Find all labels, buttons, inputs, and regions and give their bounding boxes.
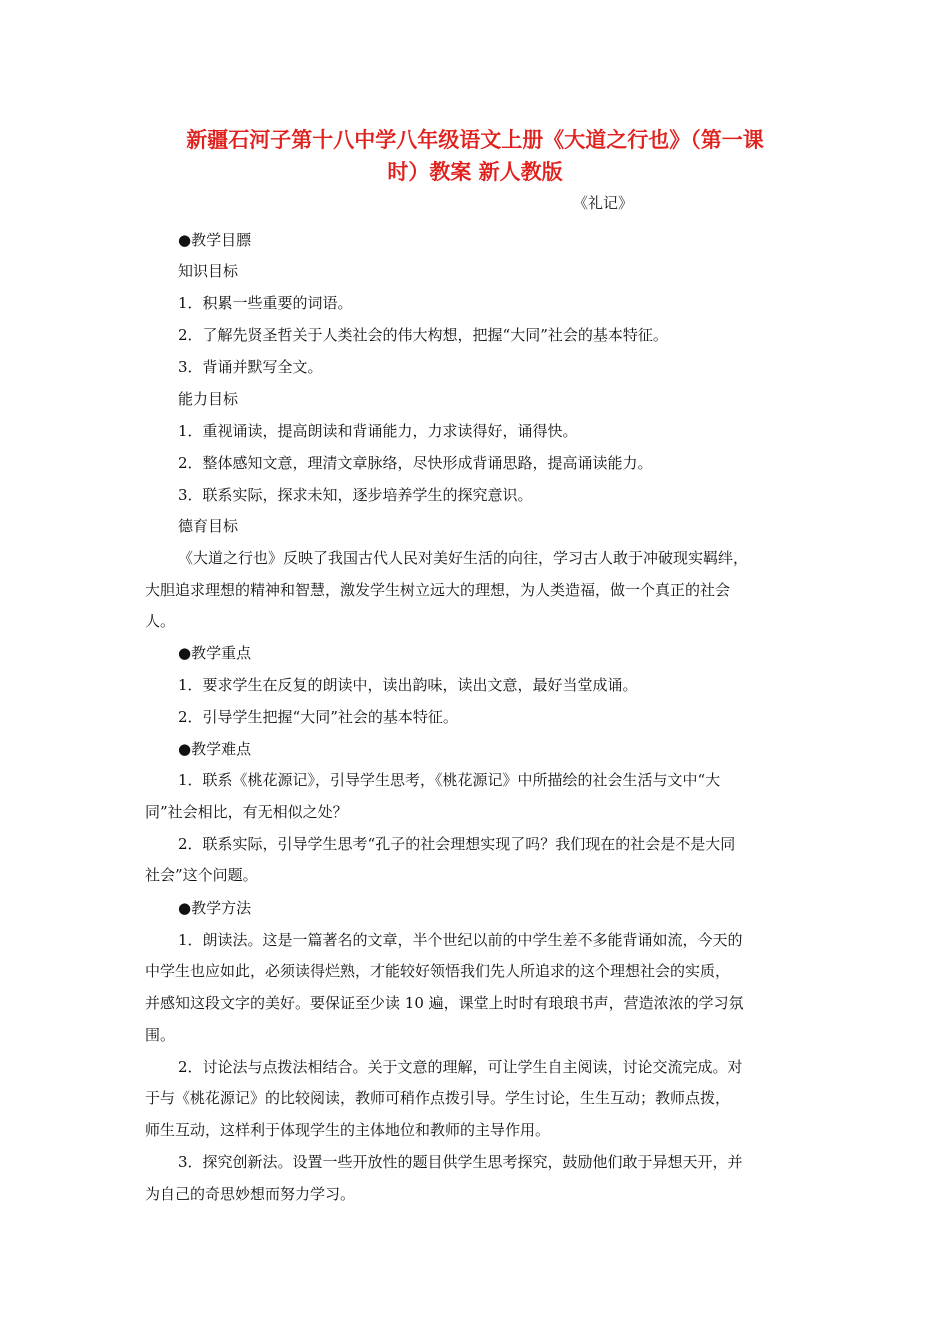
list-item: 2．引导学生把握“大同”社会的基本特征。: [178, 708, 458, 726]
paragraph-line: 围。: [145, 1026, 176, 1044]
list-item: 1．积累一些重要的词语。: [178, 294, 353, 312]
paragraph-line: 《大道之行也》反映了我国古代人民对美好生活的向往，学习古人敢于冲破现实羁绊，: [178, 549, 749, 567]
list-item: 3．背诵并默写全文。: [178, 358, 323, 376]
list-item: 3．联系实际，探求未知，逐步培养学生的探究意识。: [178, 486, 533, 504]
source-attribution: 《礼记》: [573, 194, 634, 212]
document-title-line-1: 新疆石河子第十八中学八年级语文上册《大道之行也》（第一课: [186, 128, 764, 152]
subheading-ability: 能力目标: [178, 390, 239, 408]
list-item: 1．重视诵读，提高朗读和背诵能力，力求读得好，诵得快。: [178, 422, 578, 440]
section-heading-methods: ●教学方法: [178, 899, 252, 917]
paragraph-line: 师生互动，这样利于体现学生的主体地位和教师的主导作用。: [145, 1121, 551, 1139]
paragraph-line: 并感知这段文字的美好。要保证至少读 10 遍，课堂上时时有琅琅书声，营造浓浓的学习氛: [145, 994, 744, 1012]
section-heading-objectives: ●教学目膘: [178, 231, 252, 249]
paragraph-line: 2．讨论法与点拨法相结合。关于文意的理解，可让学生自主阅读，讨论交流完成。对: [178, 1058, 743, 1076]
list-item: 1．要求学生在反复的朗读中，读出韵味，读出文意，最好当堂成诵。: [178, 676, 638, 694]
paragraph-line: 中学生也应如此，必须读得烂熟，才能较好领悟我们先人所追求的这个理想社会的实质，: [145, 962, 731, 980]
subheading-knowledge: 知识目标: [178, 262, 239, 280]
list-item: 2．了解先贤圣哲关于人类社会的伟大构想，把握“大同”社会的基本特征。: [178, 326, 668, 344]
paragraph-line: 2．联系实际，引导学生思考“孔子的社会理想实现了吗？我们现在的社会是不是大同: [178, 835, 736, 853]
paragraph-line: 3．探究创新法。设置一些开放性的题目供学生思考探究，鼓励他们敢于异想天开，并: [178, 1153, 743, 1171]
paragraph-line: 社会”这个问题。: [145, 866, 258, 884]
paragraph-line: 同”社会相比，有无相似之处？: [145, 803, 348, 821]
subheading-moral: 德育目标: [178, 517, 239, 535]
paragraph-line: 1．朗读法。这是一篇著名的文章，半个世纪以前的中学生差不多能背诵如流，今天的: [178, 931, 743, 949]
paragraph-line: 大胆追求理想的精神和智慧，激发学生树立远大的理想，为人类造福，做一个真正的社会: [145, 581, 731, 599]
paragraph-line: 人。: [145, 612, 176, 630]
section-heading-key-points: ●教学重点: [178, 644, 252, 662]
paragraph-line: 为自己的奇思妙想而努力学习。: [145, 1185, 356, 1203]
section-heading-difficulties: ●教学难点: [178, 740, 252, 758]
document-title-line-2: 时）教案 新人教版: [387, 160, 563, 184]
paragraph-line: 于与《桃花源记》的比较阅读，教师可稍作点拨引导。学生讨论，生生互动；教师点拨，: [145, 1089, 731, 1107]
paragraph-line: 1．联系《桃花源记》，引导学生思考，《桃花源记》中所描绘的社会生活与文中“大: [178, 771, 721, 789]
list-item: 2．整体感知文意，理清文章脉络，尽快形成背诵思路，提高诵读能力。: [178, 454, 653, 472]
